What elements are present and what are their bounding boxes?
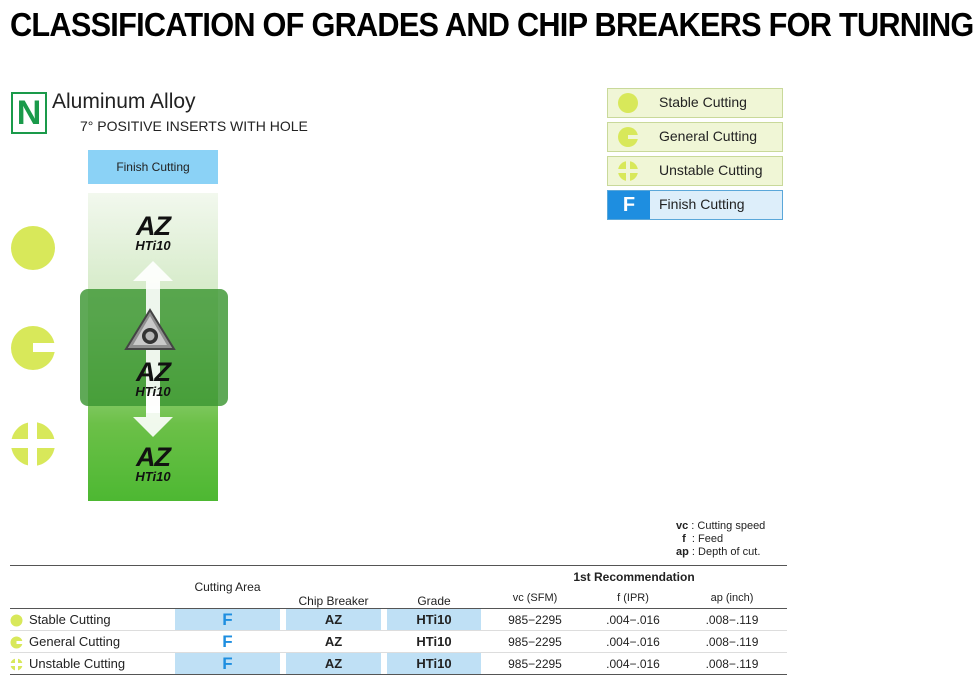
- general-cutting-icon: [617, 126, 639, 148]
- header-f: f (IPR): [617, 591, 649, 604]
- row-chip-breaker: AZ: [286, 653, 381, 675]
- row-grade: HTi10: [387, 653, 481, 675]
- unstable-cutting-icon: [617, 160, 639, 182]
- row-condition: General Cutting: [29, 633, 121, 649]
- table-row: [10, 609, 787, 631]
- stable-cutting-icon: [10, 614, 23, 627]
- chip-breaker-label: AZ: [136, 211, 170, 241]
- row-vc: 985−2295: [481, 609, 589, 631]
- legend-general-label: General Cutting: [659, 128, 758, 144]
- header-ap: ap (inch): [710, 591, 754, 604]
- diagram-entry-bottom: [88, 444, 218, 483]
- recommendation-table: [10, 565, 787, 675]
- insert-icon: [124, 307, 176, 355]
- arrow-down-icon: [133, 393, 173, 437]
- chip-breaker-label: AZ: [136, 357, 170, 387]
- row-condition: Stable Cutting: [29, 611, 111, 627]
- diagram-entry-middle: [88, 359, 218, 398]
- row-chip-breaker: AZ: [286, 631, 381, 653]
- legend-stable: [607, 88, 783, 118]
- row-condition: Unstable Cutting: [29, 655, 126, 671]
- header-cutting-area: Cutting Area: [194, 580, 261, 594]
- grade-label: HTi10: [135, 238, 171, 253]
- legend-unstable-label: Unstable Cutting: [659, 162, 763, 178]
- row-ap: .008−.119: [677, 609, 787, 631]
- row-grade: HTi10: [387, 631, 481, 653]
- header-vc: vc (SFM): [512, 591, 558, 604]
- row-chip-breaker: AZ: [286, 609, 381, 631]
- general-cutting-icon: [10, 325, 56, 371]
- table-row: [10, 653, 787, 675]
- unstable-cutting-icon: [10, 658, 23, 671]
- row-f: .004−.016: [589, 653, 677, 675]
- row-ap: .008−.119: [677, 653, 787, 675]
- material-badge-letter: N: [13, 94, 45, 132]
- row-f: .004−.016: [589, 631, 677, 653]
- unstable-cutting-icon: [10, 421, 56, 467]
- material-name: Aluminum Alloy: [52, 90, 196, 113]
- page-title: CLASSIFICATION OF GRADES AND CHIP BREAKERS FOR TURNING: [10, 6, 974, 43]
- row-vc: 985−2295: [481, 653, 589, 675]
- stable-cutting-icon: [617, 92, 639, 114]
- general-cutting-icon: [10, 636, 23, 649]
- note-ap: ap : Depth of cut.: [676, 546, 761, 558]
- finish-cutting-header: Finish Cutting: [88, 150, 218, 184]
- diagram-entry-top: [88, 213, 218, 252]
- chip-breaker-label: AZ: [136, 442, 170, 472]
- grade-label: HTi10: [135, 469, 171, 484]
- legend-stable-label: Stable Cutting: [659, 94, 747, 110]
- grade-label: HTi10: [135, 384, 171, 399]
- header-chip-breaker: Chip Breaker: [298, 594, 369, 608]
- legend-finish-label: Finish Cutting: [659, 196, 745, 212]
- header-first-recommendation: 1st Recommendation: [573, 569, 695, 584]
- row-ap: .008−.119: [677, 631, 787, 653]
- stable-cutting-icon: [10, 225, 56, 271]
- legend-general: [607, 122, 783, 152]
- material-subtitle: 7° POSITIVE INSERTS WITH HOLE: [80, 118, 308, 134]
- row-f: .004−.016: [589, 609, 677, 631]
- note-f: f : Feed: [682, 533, 724, 545]
- row-cutting-area: F: [175, 631, 280, 653]
- finish-cutting-icon: F: [608, 191, 650, 219]
- row-cutting-area: F: [175, 609, 280, 631]
- abbreviation-notes: [676, 520, 765, 559]
- note-vc: vc : Cutting speed: [676, 520, 766, 532]
- row-grade: HTi10: [387, 609, 481, 631]
- material-badge: [11, 92, 47, 134]
- legend-finish: [607, 190, 783, 220]
- table-row: [10, 631, 787, 653]
- row-vc: 985−2295: [481, 631, 589, 653]
- header-grade: Grade: [417, 594, 451, 608]
- legend-unstable: [607, 156, 783, 186]
- row-cutting-area: F: [175, 653, 280, 675]
